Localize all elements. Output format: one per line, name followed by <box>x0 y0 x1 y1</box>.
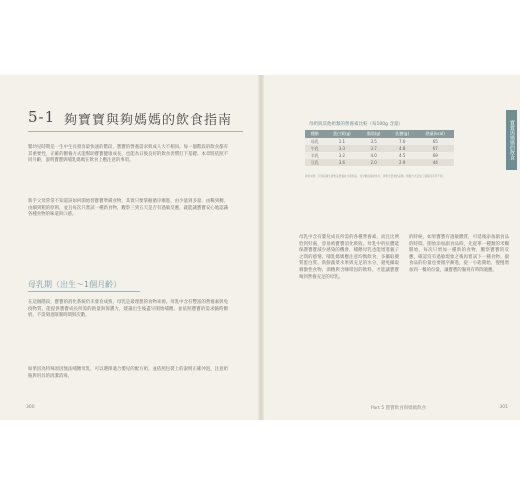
table-cell: 母乳 <box>305 138 324 145</box>
section-number: 5-1 <box>28 108 56 126</box>
table-row <box>305 145 454 152</box>
body-column-2: 的時候，如果寶寶有過敏體質，可延後添加副食品的時間。開始添加副食品時，先從單一種類的米糊開始，每次只增加一種新的食物，觀察寶寶的反應，確認沒有過敏現象之後再嘗試下一種食物。副食品的份量也要循序漸進，從一小匙開始，慢慢增加到一餐的份量，讓寶寶的腸胃有時間適應。 <box>409 235 509 273</box>
left-page <box>0 75 258 420</box>
page-number-right: 301 <box>499 405 508 410</box>
book-spread <box>0 75 520 420</box>
table-cell: 4.0 <box>359 152 388 159</box>
table-cell: 2.9 <box>388 159 417 166</box>
table-header: 蛋白質(g) <box>324 130 359 138</box>
table-cell: 2.0 <box>359 159 388 166</box>
body-paragraph-2: 如果因為特殊原因無法哺餵母乳，可以選擇適合嬰兒的配方奶，並依照包裝上的說明正確沖泡，注意奶瓶與用具的清潔消毒。 <box>28 367 228 379</box>
table-cell: 7.0 <box>388 138 417 145</box>
body-paragraph-1: 在這個階段，寶寶的消化系統仍未發育成熟，母乳是最理想的食物來源。母乳中含有豐富的營養素與免疫物質，能提供寶寶成長所需的熱量與保護力，建議出生後盡早開始哺餵，並依照寶寶的需求隨時餵奶，不需刻意限制時間與次數。 <box>28 300 228 319</box>
side-tab: 寶寶與媽媽的飲食 <box>506 110 517 170</box>
table-header: 脂肪(g) <box>359 130 388 138</box>
right-page <box>264 75 520 420</box>
table-row <box>305 152 454 159</box>
section-title: 夠寶寶與夠媽媽的飲食指南 <box>64 113 233 128</box>
subheading-rule <box>28 291 140 292</box>
table-cell: 67 <box>416 145 454 152</box>
title-rule <box>28 131 243 132</box>
table-cell: 69 <box>416 152 454 159</box>
table-cell: 豆乳 <box>305 159 324 166</box>
table-cell: 1.1 <box>324 138 359 145</box>
table-cell: 羊乳 <box>305 152 324 159</box>
table-caption: 母奶與其他奶類的營養素比較（每100g 含量） <box>309 122 403 127</box>
subheading: 母乳期（出生～1個月齡） <box>28 280 122 289</box>
table-note: 資料來源：行政院衛生署食品營養成分資料庫。表中數值僅供參考，實際含量會依品種、飼養方式及加工過程而有所不同。 <box>305 175 446 178</box>
running-head: Part 5 寶寶飲食與媽媽飲食 <box>371 406 427 411</box>
table-cell: 3.2 <box>324 152 359 159</box>
table-cell: 3.5 <box>359 138 388 145</box>
table-cell: 44 <box>416 159 454 166</box>
table-cell: 3.7 <box>359 145 388 152</box>
table-cell: 4.5 <box>388 152 417 159</box>
nutrition-table <box>305 130 454 166</box>
intro-paragraph-2: 新手父母常常不知道該如何開始替寶寶準備食物，其實只要掌握循序漸進、由少量到多量、由稀到稠、由細到粗的原則，並且每次只嘗試一種新食物，觀察三到五天是否有過敏反應，就能讓寶寶安心地認識各種食物的味道與口感。 <box>28 199 228 218</box>
table-header: 熱量(kcal) <box>416 130 454 138</box>
intro-paragraph-1: 嬰幼兒時期是一生中生長發育最快速的階段，寶寶的營養需求與成人大不相同。每一個階段的飲食都有其重要性，正確的餵養方式能幫助寶寶健康成長，也能為日後良好的飲食習慣打下基礎。本章將依照不同月齡，說明寶寶與哺乳媽媽在飲食上應注意的事項。 <box>28 145 228 164</box>
table-cell: 3.6 <box>324 159 359 166</box>
body-column-1: 母乳中含有嬰兒成長所需的各種營養素，而且比例恰到好處，容易被寶寶消化吸收。母乳中的抗體能保護寶寶減少感染的機會，哺餵母乳也能增進親子之間的感情。哺乳媽媽應注意均衡飲食，多攝取優質蛋白質、新鮮蔬菜水果與充足的水分，避免攝取刺激性食物、酒精與含咖啡因的飲料，才能讓寶寶喝到營養充足的母乳。 <box>299 235 399 280</box>
table-cell: 牛乳 <box>305 145 324 152</box>
table-header-row <box>305 130 454 138</box>
table-cell: 65 <box>416 138 454 145</box>
table-row <box>305 138 454 145</box>
table-header: 乳糖(g) <box>388 130 417 138</box>
table-cell: 3.3 <box>324 145 359 152</box>
page-number-left: 300 <box>26 405 35 410</box>
table-row <box>305 159 454 166</box>
table-header: 種類 <box>305 130 324 138</box>
table-cell: 4.8 <box>388 145 417 152</box>
